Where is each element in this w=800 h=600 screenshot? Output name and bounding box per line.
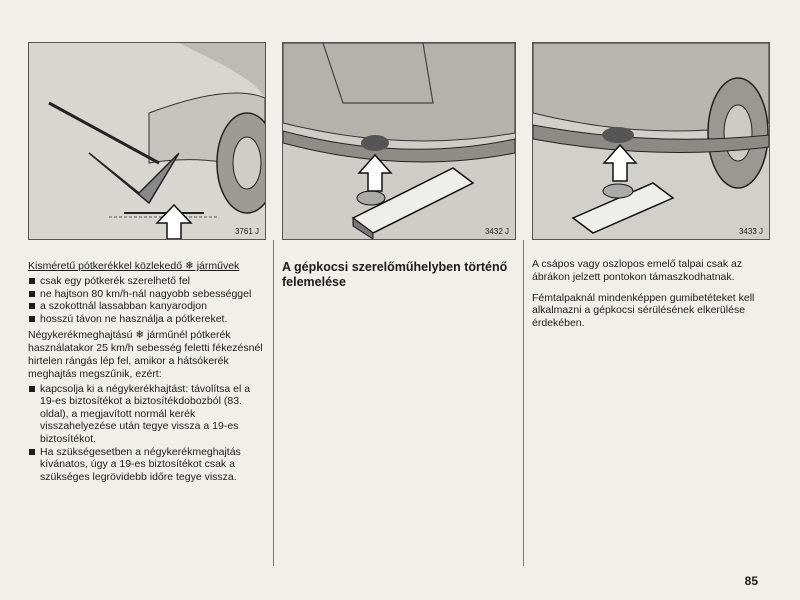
figure-jack-illustration: [28, 42, 266, 240]
bullet-list-fuse: [28, 383, 264, 484]
section-heading: A gépkocsi szerelőműhelyben történő felemelése: [282, 260, 508, 289]
list-item: kapcsolja ki a négykerékhajtást: távolítsa el a 19-es biztosítékot a biztosítékdobozból (83. oldal), a megjavított normál kerék visszahelyezése után tegye vissza a 19-es biztosítékot.: [28, 383, 264, 446]
lift-rear-drawing: [533, 43, 769, 239]
column-middle: [282, 42, 514, 582]
figure-code: 3433 J: [738, 227, 763, 236]
paragraph-lift-points: A csápos vagy oszlopos emelő talpai csak az ábrákon jelzett pontokon támaszkodhatnak.: [532, 258, 743, 283]
column-left: [28, 42, 264, 582]
list-item: a szokottnál lassabban kanyarodjon: [28, 300, 264, 313]
paragraph-four-wheel-drive: Négykerékmeghajtású ❄ járműnél pótkerék használatakor 25 km/h sebesség feletti fékezésnél hirtelen rángás lép fel, amikor a hátsókerék meghajtás megszűnik, ezért:: [28, 329, 263, 380]
page-number: 85: [744, 574, 758, 588]
paragraph-rubber-pads: Fémtalpaknál mindenképpen gumibetéteket kell alkalmazni a gépkocsi sérülésének elkerülése érdekében.: [532, 291, 755, 330]
lift-front-drawing: [283, 43, 515, 239]
list-item: Ha szükségesetben a négykerékmeghajtás kívánatos, úgy a 19-es biztosítékot csak a szükséges legrövidebb időre tegye vissza.: [28, 446, 264, 484]
figure-lift-point-rear: [532, 42, 770, 240]
list-item: hosszú távon ne használja a pótkereket.: [28, 313, 264, 326]
column-divider: [273, 240, 274, 566]
list-item: ne hajtson 80 km/h-nál nagyobb sebességgel: [28, 288, 264, 301]
figure-code: 3761 J: [234, 227, 259, 236]
bullet-list-spare-wheel: [28, 275, 264, 325]
figure-lift-point-front: [282, 42, 516, 240]
column-divider: [523, 240, 524, 566]
column-right: [532, 42, 768, 582]
jack-drawing: [29, 43, 265, 239]
figure-code: 3432 J: [484, 227, 509, 236]
section-subheading: Kisméretű pótkerékkel közlekedő ❄ járművek: [28, 260, 240, 272]
list-item: csak egy pótkerék szerelhető fel: [28, 275, 264, 288]
